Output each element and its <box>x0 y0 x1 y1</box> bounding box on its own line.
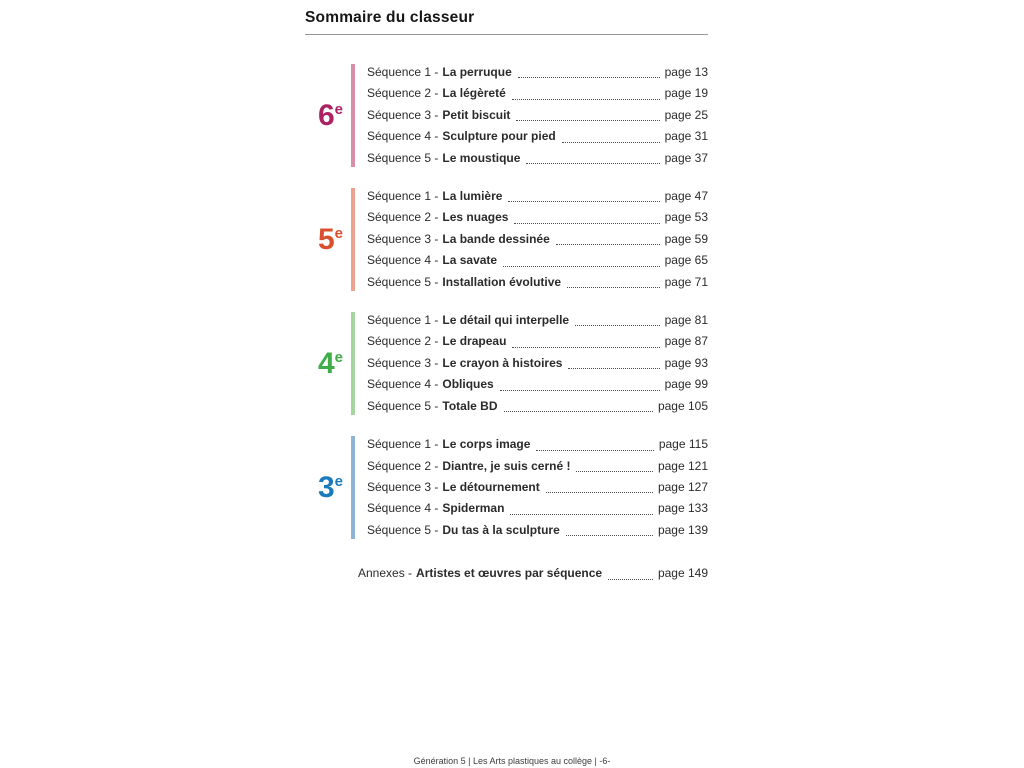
sequence-title: Installation évolutive <box>442 274 562 289</box>
toc-row <box>367 434 708 455</box>
sequence-prefix: Séquence 3 - <box>367 107 439 122</box>
page-ref: page 31 <box>664 129 708 144</box>
grade-section-3e <box>305 434 708 541</box>
page-ref: page 149 <box>657 566 708 581</box>
sequence-title: Le drapeau <box>442 334 507 349</box>
document-page <box>305 0 708 585</box>
sequence-prefix: Séquence 4 - <box>367 501 439 516</box>
grade-label-6e <box>305 98 351 132</box>
dot-leader <box>514 223 659 224</box>
dot-leader <box>567 287 660 288</box>
sequence-title: Le corps image <box>442 437 531 452</box>
page-ref: page 121 <box>657 458 708 473</box>
dot-leader <box>504 411 653 412</box>
grade-label-4e <box>305 346 351 380</box>
dot-leader <box>516 120 659 121</box>
sequence-prefix: Séquence 4 - <box>367 129 439 144</box>
sequence-title: Le détournement <box>442 479 540 494</box>
sequence-prefix: Séquence 5 - <box>367 398 439 413</box>
grade-number: 4 <box>317 346 335 380</box>
dot-leader <box>510 514 653 515</box>
toc-row <box>367 83 708 104</box>
page-ref: page 47 <box>664 189 708 204</box>
sequence-prefix: Séquence 2 - <box>367 210 439 225</box>
dot-leader <box>512 99 660 100</box>
grade-label-5e <box>305 222 351 256</box>
dot-leader <box>562 142 660 143</box>
page-footer: Génération 5 | Les Arts plastiques au collège | -6- <box>413 756 611 766</box>
toc-row <box>367 374 708 395</box>
page-ref: page 19 <box>664 86 708 101</box>
grade-section-6e <box>305 62 708 169</box>
grade-superscript: e <box>334 100 343 118</box>
toc-row <box>367 396 708 417</box>
sequence-title: La savate <box>442 253 498 268</box>
toc-row <box>367 250 708 271</box>
toc-row <box>367 353 708 374</box>
toc-row <box>367 229 708 250</box>
page-ref: page 115 <box>658 437 708 452</box>
page-ref: page 133 <box>657 501 708 516</box>
sequence-list <box>355 186 708 293</box>
dot-leader <box>568 368 659 369</box>
sequence-prefix: Séquence 1 - <box>367 437 439 452</box>
sequence-title: La lumière <box>442 189 503 204</box>
toc-row <box>367 520 708 541</box>
sequence-prefix: Séquence 1 - <box>367 65 439 79</box>
page-ref: page 59 <box>664 231 708 246</box>
page-ref: page 139 <box>657 522 708 537</box>
sequence-prefix: Séquence 3 - <box>367 231 439 246</box>
sequence-list <box>355 310 708 417</box>
sequence-prefix: Séquence 1 - <box>367 189 439 204</box>
sequence-title: Petit biscuit <box>442 107 511 122</box>
grade-number: 5 <box>317 222 335 256</box>
toc-row <box>367 331 708 352</box>
page-ref: page 25 <box>664 107 708 122</box>
sequence-prefix: Séquence 2 - <box>367 86 439 101</box>
page-ref: page 93 <box>664 355 708 370</box>
annexes-prefix: Annexes - <box>358 566 413 581</box>
sequence-title: Le moustique <box>442 150 521 165</box>
sequence-prefix: Séquence 3 - <box>367 479 439 494</box>
sequence-title: La bande dessinée <box>442 231 550 246</box>
page-ref: page 13 <box>664 65 708 79</box>
sequence-prefix: Séquence 1 - <box>367 313 439 328</box>
sequence-title: La légèreté <box>442 86 506 101</box>
grade-label-3e <box>305 470 351 504</box>
sequence-title: Le crayon à histoires <box>442 355 563 370</box>
sequence-title: Les nuages <box>442 210 509 225</box>
annexes-section <box>305 563 708 584</box>
grade-superscript: e <box>334 472 343 490</box>
toc-row-annexes <box>358 563 708 584</box>
toc-row <box>367 498 708 519</box>
sequence-title: Sculpture pour pied <box>442 129 556 144</box>
sequence-title: Totale BD <box>442 398 498 413</box>
sequence-title: Du tas à la sculpture <box>442 522 560 537</box>
annexes-title: Artistes et œuvres par séquence <box>416 566 603 581</box>
dot-leader <box>566 535 653 536</box>
sequence-prefix: Séquence 2 - <box>367 334 439 349</box>
toc-row <box>367 456 708 477</box>
page-ref: page 65 <box>664 253 708 268</box>
dot-leader <box>508 201 659 202</box>
dot-leader <box>575 325 660 326</box>
page-title: Sommaire du classeur <box>305 0 708 35</box>
grade-superscript: e <box>334 224 343 242</box>
sequence-prefix: Séquence 5 - <box>367 274 439 289</box>
sequence-prefix: Séquence 2 - <box>367 458 439 473</box>
dot-leader <box>556 244 660 245</box>
dot-leader <box>512 347 659 348</box>
page-ref: page 53 <box>664 210 708 225</box>
page-ref: page 99 <box>664 377 708 392</box>
toc-row <box>367 126 708 147</box>
grade-section-4e <box>305 310 708 417</box>
sequence-prefix: Séquence 3 - <box>367 355 439 370</box>
toc-row <box>367 477 708 498</box>
sequence-prefix: Séquence 5 - <box>367 150 439 165</box>
toc-row <box>367 207 708 228</box>
sequence-title: Spiderman <box>442 501 505 516</box>
page-ref: page 87 <box>664 334 708 349</box>
dot-leader <box>526 163 659 164</box>
grade-section-5e <box>305 186 708 293</box>
sequence-title: La perruque <box>442 65 512 79</box>
dot-leader <box>518 77 660 78</box>
page-ref: page 127 <box>657 479 708 494</box>
grade-superscript: e <box>334 348 343 366</box>
dot-leader <box>500 390 660 391</box>
toc-row <box>367 148 708 169</box>
toc-row <box>367 105 708 126</box>
dot-leader <box>576 471 652 472</box>
toc-row <box>367 62 708 83</box>
toc-row <box>367 186 708 207</box>
dot-leader <box>503 266 660 267</box>
sequence-list <box>355 62 708 169</box>
grade-number: 6 <box>317 98 335 132</box>
sequence-prefix: Séquence 4 - <box>367 377 439 392</box>
grade-number: 3 <box>317 470 335 504</box>
toc-row <box>367 310 708 331</box>
sequence-prefix: Séquence 5 - <box>367 522 439 537</box>
sequence-list <box>355 434 708 541</box>
sequence-prefix: Séquence 4 - <box>367 253 439 268</box>
sequence-title: Le détail qui interpelle <box>442 313 570 328</box>
page-ref: page 81 <box>664 313 708 328</box>
sequence-title: Diantre, je suis cerné ! <box>442 458 571 473</box>
table-of-contents <box>305 62 708 585</box>
page-ref: page 37 <box>664 150 708 165</box>
page-ref: page 105 <box>657 398 708 413</box>
dot-leader <box>546 492 653 493</box>
sequence-title: Obliques <box>442 377 494 392</box>
dot-leader <box>536 450 653 451</box>
page-ref: page 71 <box>664 274 708 289</box>
dot-leader <box>608 579 653 580</box>
toc-row <box>367 272 708 293</box>
